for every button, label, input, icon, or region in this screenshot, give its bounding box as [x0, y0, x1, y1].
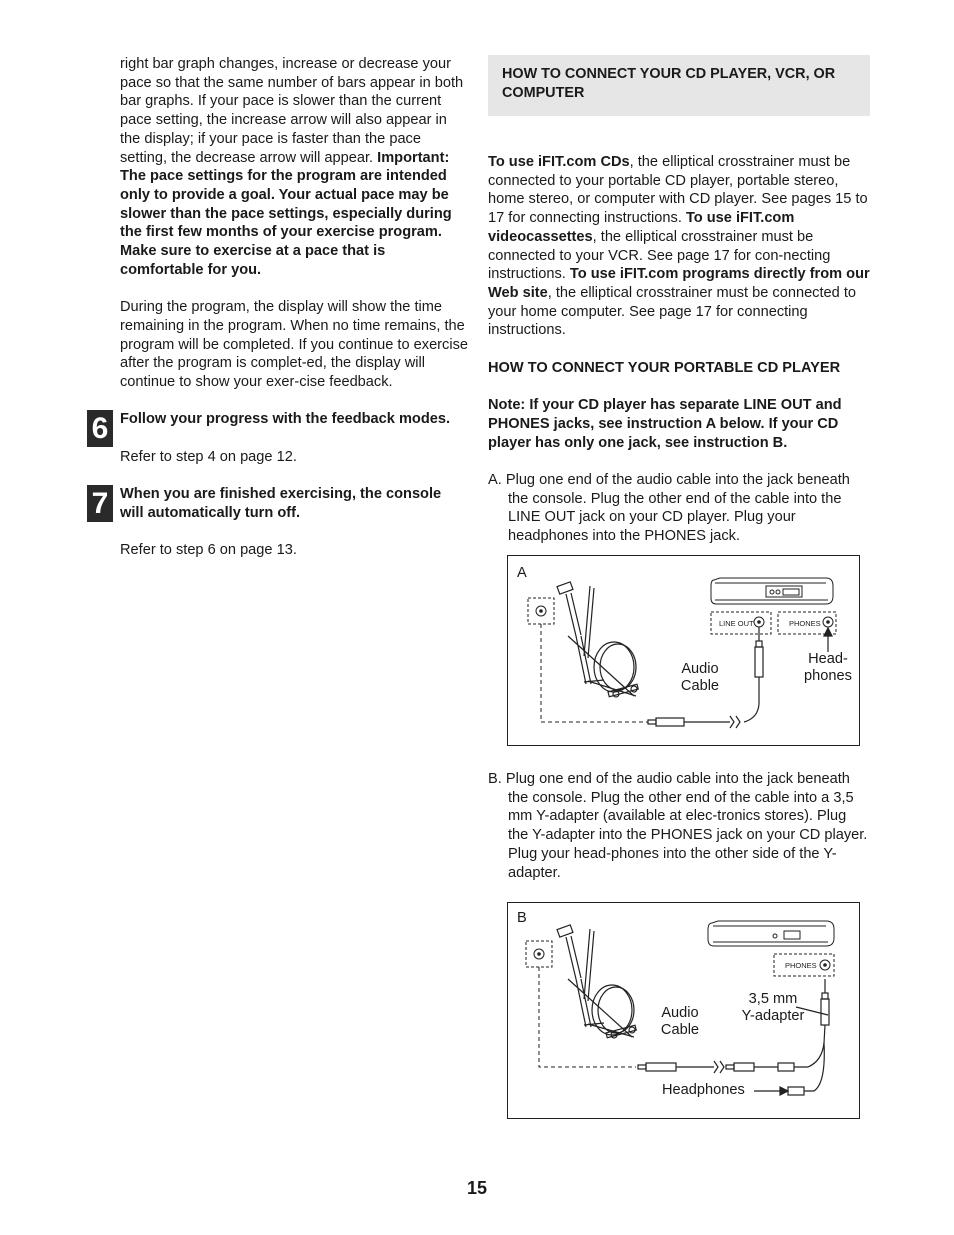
left-column: [91, 55, 468, 560]
subheader-text: HOW TO CONNECT YOUR PORTABLE CD PLAYER: [488, 359, 841, 376]
audio-cable-line2: Cable: [680, 678, 720, 694]
audio-cable-label: [656, 1005, 704, 1039]
program-paragraph: During the program, the display will show the time remaining in the program. When no time remains, the program will be completed. If you continue to exercise after the program is complet-ed, the display will continue to show your exer-cise feedback.: [120, 299, 468, 390]
figure-b: [507, 902, 860, 1119]
instruction-b-block: [488, 770, 870, 882]
pace-text: right bar graph changes, increase or decrease your pace so that the same number of bars appear in both bar graphs. If your pace is slower than the current pace setting, the increase arrow will also appear in the display; if your pace is faster than the pace setting, the decrease arrow will appear.: [120, 56, 464, 166]
figure-a-letter: A: [517, 565, 527, 581]
step-text: Refer to step 6 on page 13.: [120, 542, 297, 559]
intro-text-3: , the elliptical crosstrainer must be connected to your home computer. See page 17 for connecting instructions.: [488, 284, 856, 339]
intro-paragraph: [488, 153, 870, 340]
step-7: [91, 485, 468, 560]
phones-label: PHONES: [785, 961, 817, 970]
figure-b-letter: B: [517, 910, 527, 926]
note-paragraph: [488, 396, 870, 452]
y-adapter-label: [734, 991, 812, 1025]
pace-important-text: Important: The pace settings for the program are intended only to provide a goal. Your actual pace may be slower than the pace settings, especially during the first few months of your exercise program. Make sure to exercise at a pace that is comfortable for you.: [120, 149, 452, 278]
right-column: [488, 55, 870, 546]
phones-label: PHONES: [789, 619, 821, 628]
intro-text-2: , the elliptical crosstrainer must be connected to your VCR. See page 17 for con-necting instructions.: [488, 228, 831, 283]
instruction-a: A. Plug one end of the audio cable into the jack beneath the console. Plug the other end of the cable into the LINE OUT jack on your CD player. Plug your headphones into the PHONES jack.: [488, 471, 850, 545]
section-header: HOW TO CONNECT YOUR CD PLAYER, VCR, OR COMPUTER: [488, 55, 870, 116]
headphones-line2: phones: [804, 668, 852, 684]
audio-cable-line1: Audio: [681, 661, 719, 677]
step-text: Refer to step 4 on page 12.: [120, 448, 297, 465]
audio-cable-label: [676, 661, 724, 695]
y-adapter-line1: 3,5 mm: [748, 991, 798, 1007]
headphones-label: [798, 651, 858, 685]
step-title: Follow your progress with the feedback modes.: [120, 411, 451, 428]
intro-text-1: , the elliptical crosstrainer must be connected to your portable CD player, portable stereo, home stereo, or computer with CD player. See pages 15 to 17 for connecting instructions.: [488, 154, 868, 227]
instruction-b: B. Plug one end of the audio cable into the jack beneath the console. Plug the other end of the cable into a 3,5 mm Y-adapter (available at elec-tronics stores). Plug the Y-adapter into the PHONES jack on your CD player. Plug your head-phones into the other side of the Y-adapter.: [488, 771, 868, 881]
audio-cable-line2: Cable: [660, 1022, 700, 1038]
headphones-label: Headphones: [662, 1082, 745, 1098]
intro-bold-3: To use iFIT.com programs directly from our Web site: [488, 266, 870, 301]
line-out-label: LINE OUT: [719, 619, 754, 628]
note-text: Note: If your CD player has separate LINE OUT and PHONES jacks, see instruction A below. If your CD player has only one jack, see instruction B.: [488, 397, 842, 451]
figure-a: [507, 555, 860, 746]
step-title: When you are finished exercising, the console will automatically turn off.: [120, 486, 442, 521]
y-adapter-line2: Y-adapter: [741, 1008, 805, 1024]
step-number-badge: 6: [87, 410, 113, 447]
pace-paragraph: [120, 55, 468, 279]
step-6: [91, 410, 468, 466]
intro-bold-1: To use iFIT.com CDs: [488, 154, 630, 170]
page-number: 15: [466, 1178, 488, 1198]
subheader: [488, 359, 870, 378]
audio-cable-line1: Audio: [661, 1005, 699, 1021]
intro-bold-2: To use iFIT.com videocassettes: [488, 210, 795, 245]
step-number-badge: 7: [87, 485, 113, 522]
headphones-line1: Head-: [808, 651, 848, 667]
